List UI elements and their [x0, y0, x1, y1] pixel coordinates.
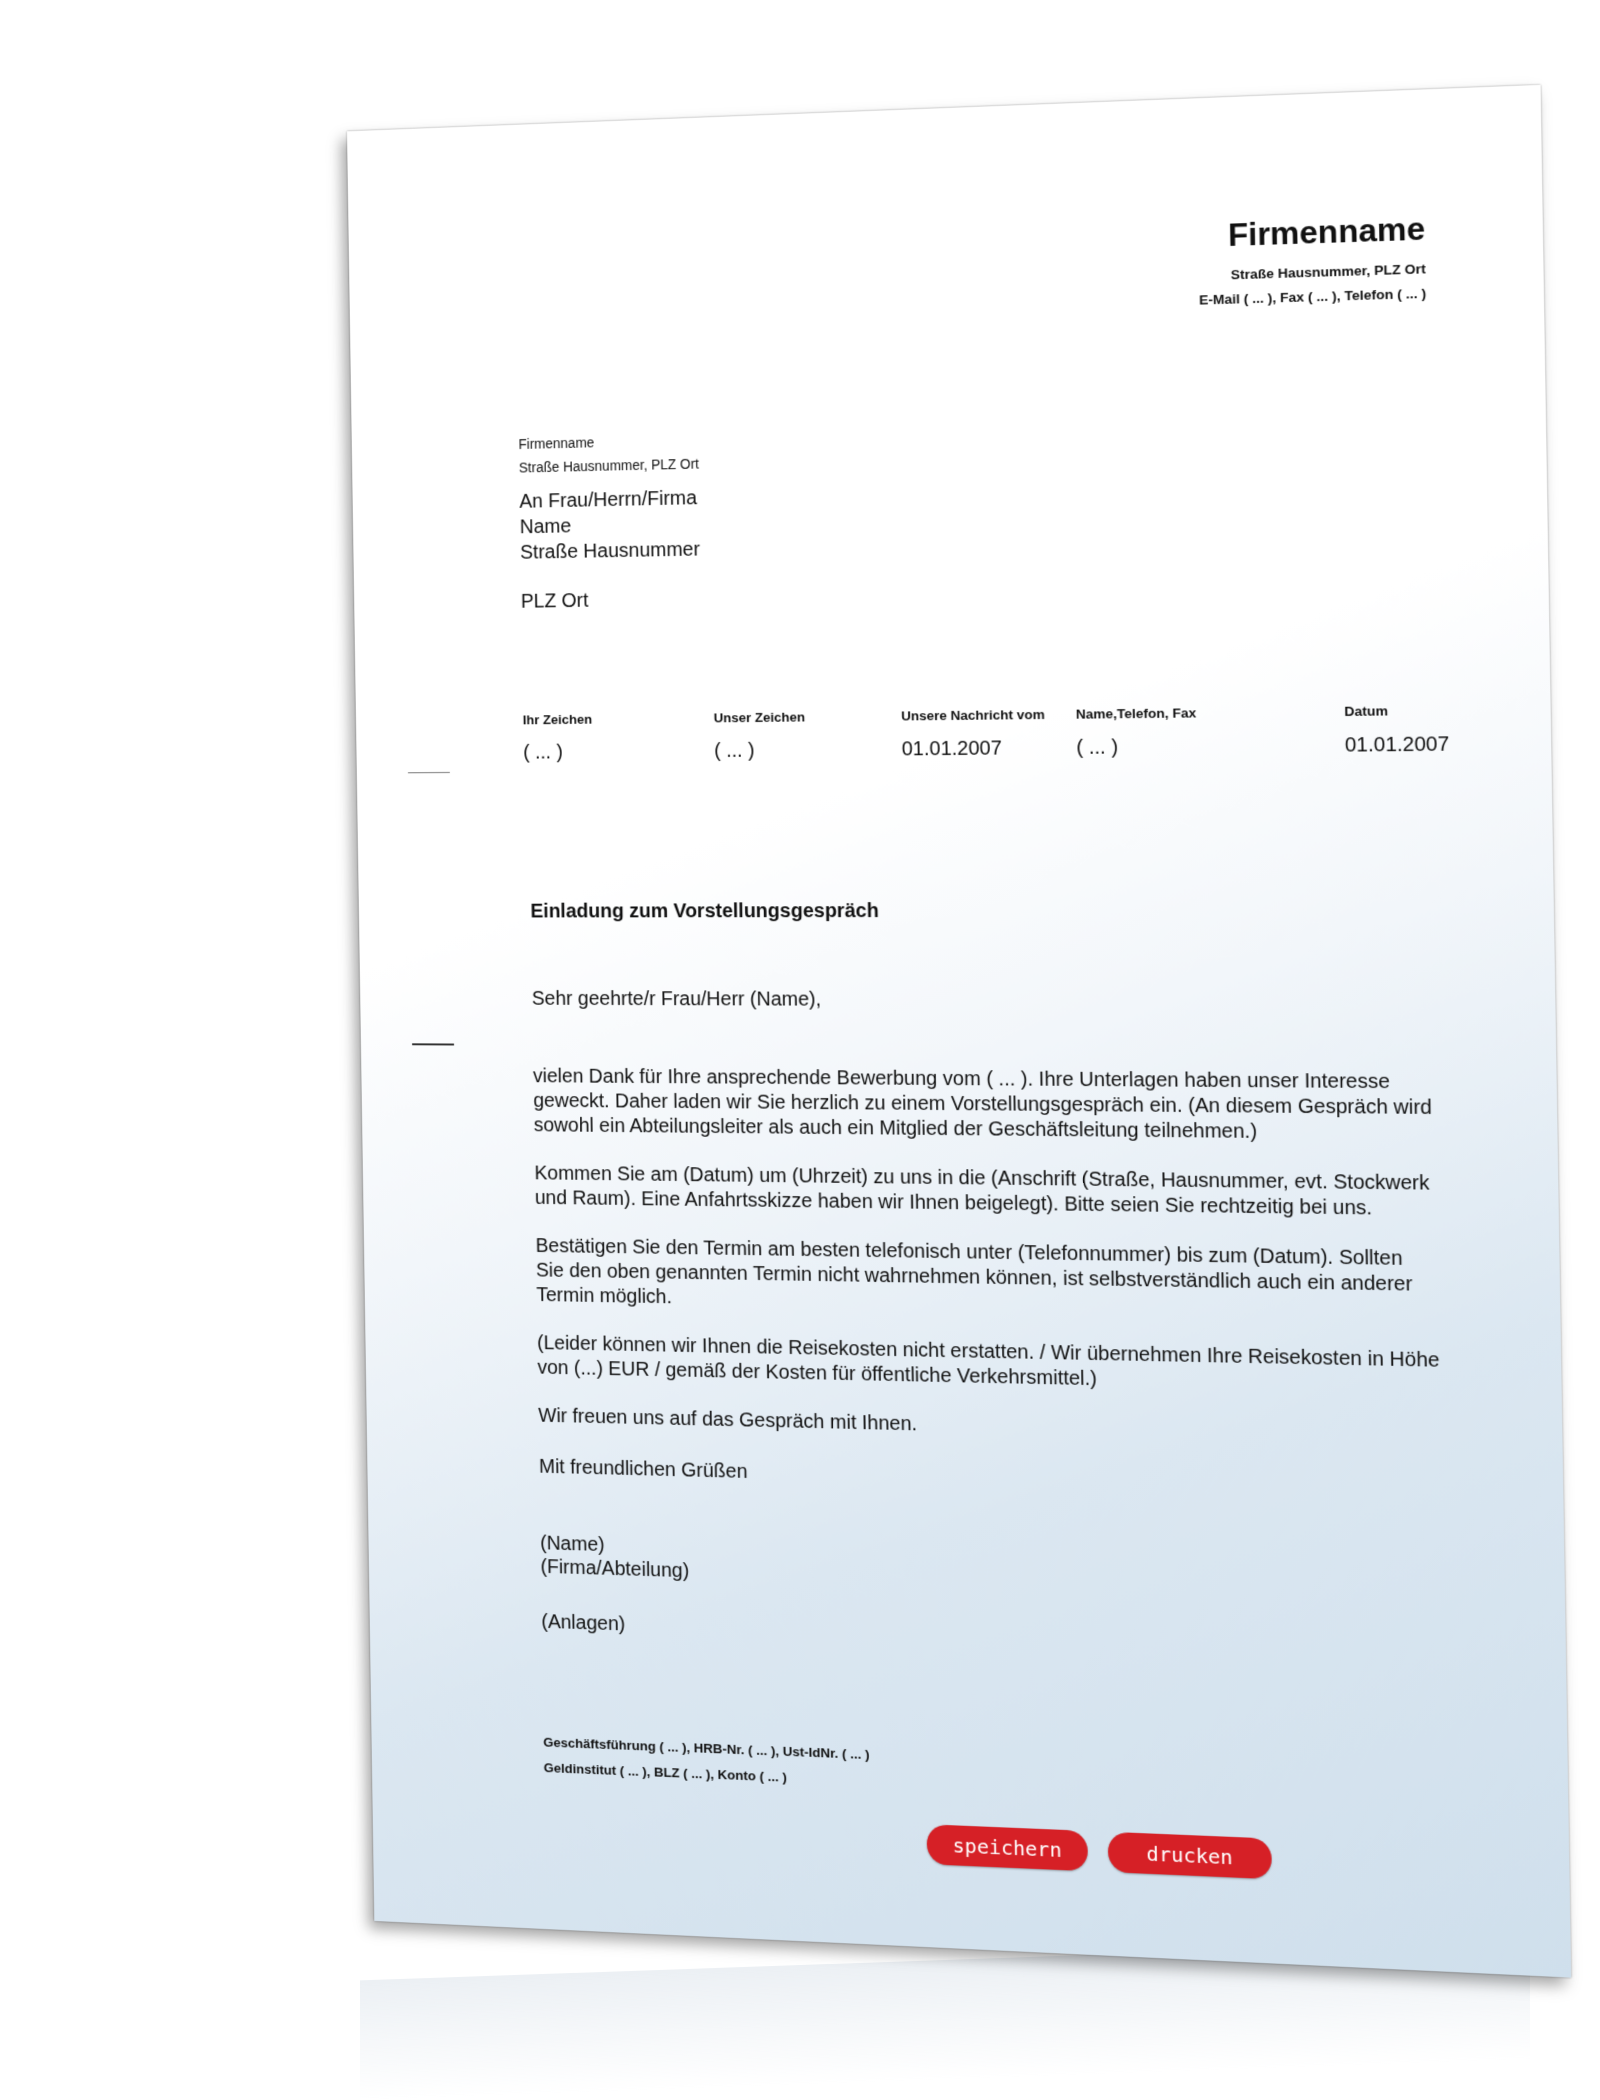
ref-value-unsere-nachricht: 01.01.2007	[901, 737, 1003, 761]
letter-greeting: Sehr geehrte/r Frau/Herr (Name),	[531, 988, 822, 1011]
ref-label-unsere-nachricht: Unsere Nachricht vom	[901, 706, 1045, 724]
letterhead-company-name: Firmenname	[1227, 210, 1426, 254]
letter-sheet	[347, 85, 1571, 1978]
ref-label-datum: Datum	[1344, 703, 1389, 719]
attachments-note: (Anlagen)	[541, 1611, 626, 1636]
recipient-salutation: An Frau/Herrn/Firma	[519, 487, 698, 513]
save-button[interactable]: speichern	[927, 1824, 1089, 1871]
letter-subject: Einladung zum Vorstellungsgespräch	[530, 900, 879, 923]
recipient-street: Straße Hausnummer	[520, 538, 701, 564]
letter-paragraph: vielen Dank für Ihre ansprechende Bewerbung vom ( ... ). Ihre Unterlagen haben unser Interesse geweckt. Daher laden wir Sie herzlich zu einem Vorstellungsgespräch ein. (An diesem Gespräch wird sowohl ein Abteilungsleiter als auch ein Mitglied der Geschäftsleitung teilnehmen.)	[532, 1065, 1433, 1143]
sender-address: Straße Hausnummer, PLZ Ort	[518, 455, 700, 476]
ref-label-unser-zeichen: Unser Zeichen	[713, 709, 806, 726]
fold-mark	[408, 772, 450, 773]
footer-bank-details: Geldinstitut ( ... ), BLZ ( ... ), Konto ( ... )	[543, 1760, 787, 1785]
ref-label-ihr-zeichen: Ihr Zeichen	[522, 711, 593, 728]
letter-body	[532, 987, 1442, 1474]
print-button[interactable]: drucken	[1108, 1832, 1272, 1879]
ref-value-datum: 01.01.2007	[1344, 733, 1450, 757]
ref-label-name-telefon-fax: Name,Telefon, Fax	[1075, 705, 1197, 722]
punch-mark	[412, 1043, 454, 1045]
letter-paragraph: Kommen Sie am (Datum) um (Uhrzeit) zu uns in die (Anschrift (Straße, Hausnummer, evt. Stockwerk und Raum). Eine Anfahrtsskizze haben wir Ihnen beigelegt). Bitte seien Sie rechtzeitig bei uns.	[534, 1162, 1430, 1220]
letterhead-contact: E-Mail ( ... ), Fax ( ... ), Telefon ( ... )	[1198, 285, 1427, 308]
letter-paragraph: (Leider können wir Ihnen die Reisekosten nicht erstatten. / Wir übernehmen Ihre Reisekosten in Höhe von (...) EUR / gemäß der Kosten für öffentliche Verkehrsmittel.)	[536, 1332, 1440, 1391]
ref-value-unser-zeichen: ( ... )	[714, 739, 755, 762]
ref-value-name-telefon-fax: ( ... )	[1076, 736, 1119, 759]
signature-name: (Name)	[540, 1532, 605, 1556]
footer-company-registration: Geschäftsführung ( ... ), HRB-Nr. ( ... ), Ust-IdNr. ( ... )	[543, 1734, 870, 1763]
signature-department: (Firma/Abteilung)	[540, 1556, 690, 1583]
sender-name: Firmenname	[518, 434, 595, 452]
letterhead-address: Straße Hausnummer, PLZ Ort	[1230, 261, 1426, 283]
letter-paragraph: Wir freuen uns auf das Gespräch mit Ihnen.	[538, 1404, 918, 1436]
ref-value-ihr-zeichen: ( ... )	[523, 741, 563, 764]
closing-salutation: Mit freundlichen Grüßen	[538, 1455, 748, 1483]
letter-paragraph: Bestätigen Sie den Termin am besten telefonisch unter (Telefonnummer) bis zum (Datum). Sollten Sie den oben genannten Termin nicht wahrnehmen können, ist selbstverständlich auch ein anderer Termin möglich.	[535, 1235, 1413, 1309]
recipient-name: Name	[519, 515, 572, 539]
recipient-city: PLZ Ort	[520, 589, 589, 613]
